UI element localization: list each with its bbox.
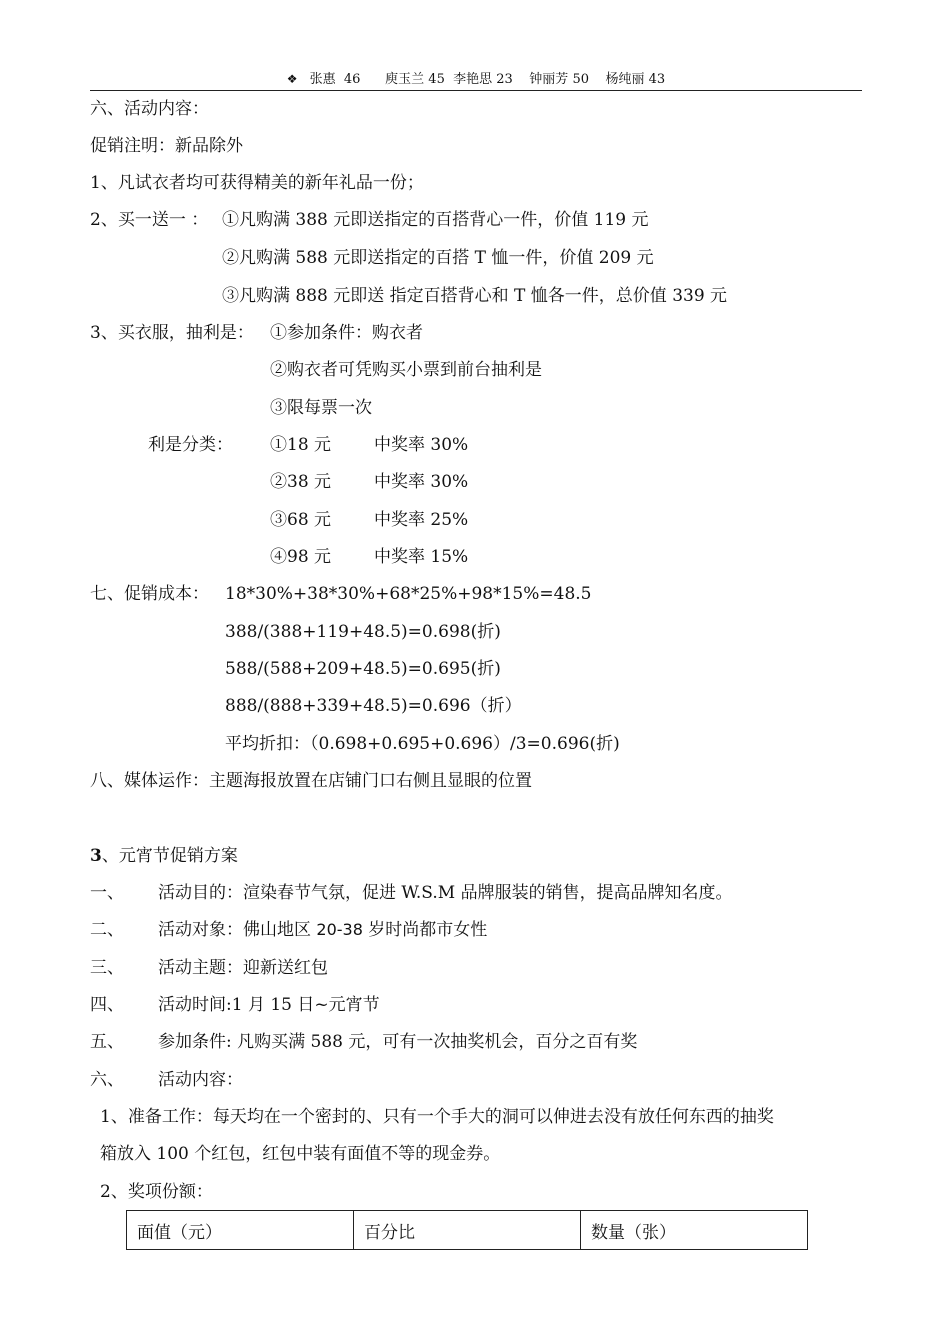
audience-age-range: 20-38	[316, 920, 363, 939]
plan3-item-num: 二、	[90, 920, 124, 940]
audience-prefix: 活动对象：佛山地区	[158, 920, 317, 940]
plan3-item-text: 活动目的：渲染春节气氛，促进 W.S.M 品牌服装的销售，提高品牌知名度。	[158, 883, 733, 903]
award-share-label: 2、奖项份额：	[100, 1182, 213, 1202]
prize-rate: 中奖率 30%	[374, 472, 469, 492]
audience-suffix: 岁时尚都市女性	[362, 920, 488, 940]
prep-work-line1: 1、准备工作：每天均在一个密封的、只有一个手大的洞可以伸进去没有放任何东西的抽奖	[100, 1107, 774, 1127]
plan3-item-text: 活动主题：迎新送红包	[158, 958, 328, 978]
prize-rate: 中奖率 25%	[374, 510, 469, 530]
item3-condition3: ③限每票一次	[270, 398, 372, 418]
discount-formula-588: 588/(588+209+48.5)=0.695(折)	[225, 659, 501, 679]
prep-work-line2: 箱放入 100 个红包，红包中装有面值不等的现金券。	[100, 1144, 501, 1164]
section8-media: 八、媒体运作：主题海报放置在店铺门口右侧且显眼的位置	[90, 771, 532, 791]
item3-condition1: ①参加条件：购衣者	[270, 323, 423, 343]
item2-option3: ③凡购满 888 元即送 指定百搭背心和 T 恤各一件，总价值 339 元	[222, 286, 728, 306]
diamond-bullet-icon: ❖	[286, 72, 298, 86]
plan3-title-text: 、元宵节促销方案	[101, 846, 238, 866]
prize-amount: ②38 元	[270, 472, 332, 492]
table-header-cell: 数量（张）	[581, 1211, 808, 1250]
plan3-item-text: 活动时间:1 月 15 日~元宵节	[158, 995, 380, 1015]
plan3-number: 3	[90, 846, 102, 866]
plan3-item-text: 活动内容：	[158, 1070, 243, 1090]
item2-option2: ②凡购满 588 元即送指定的百搭 T 恤一件，价值 209 元	[222, 248, 654, 268]
prize-rate: 中奖率 30%	[374, 435, 469, 455]
plan3-item-text	[158, 918, 487, 942]
prize-rate: 中奖率 15%	[374, 547, 469, 567]
item2-option1: ①凡购满 388 元即送指定的百搭背心一件，价值 119 元	[222, 210, 649, 230]
plan3-item-text: 参加条件: 凡购买满 588 元，可有一次抽奖机会，百分之百有奖	[158, 1032, 638, 1052]
discount-formula-888: 888/(888+339+48.5)=0.696（折）	[225, 696, 522, 716]
section6-title: 六、活动内容：	[90, 99, 209, 119]
header-names: 张惠 46 庾玉兰 45 李艳思 23 钟丽芳 50 杨纯丽 43	[309, 72, 666, 87]
average-discount: 平均折扣：（0.698+0.695+0.696）/3=0.696(折)	[225, 734, 620, 754]
cost-formula: 18*30%+38*30%+68*25%+98*15%=48.5	[225, 584, 592, 604]
item3-label: 3、买衣服，抽利是：	[90, 323, 254, 343]
plan3-item-num: 一、	[90, 883, 124, 903]
page-header	[90, 70, 862, 91]
table-header-cell: 面值（元）	[127, 1211, 354, 1250]
promo-note: 促销注明：新品除外	[90, 136, 243, 156]
plan3-item-num: 四、	[90, 995, 124, 1015]
prize-table	[126, 1210, 808, 1250]
prize-category-label: 利是分类：	[148, 435, 233, 455]
table-header-cell: 百分比	[354, 1211, 581, 1250]
discount-formula-388: 388/(388+119+48.5)=0.698(折)	[225, 622, 501, 642]
table-header-row	[127, 1211, 808, 1250]
plan3-item-num: 五、	[90, 1032, 124, 1052]
prize-amount: ③68 元	[270, 510, 332, 530]
section7-label: 七、促销成本：	[90, 584, 209, 604]
plan3-item-num: 六、	[90, 1070, 124, 1090]
item3-condition2: ②购衣者可凭购买小票到前台抽利是	[270, 360, 542, 380]
item1: 1、凡试衣者均可获得精美的新年礼品一份；	[90, 173, 424, 193]
plan3-item-num: 三、	[90, 958, 124, 978]
prize-amount: ④98 元	[270, 547, 332, 567]
plan3-title	[90, 844, 238, 868]
prize-amount: ①18 元	[270, 435, 332, 455]
item2-label: 2、买一送一 ：	[90, 210, 209, 230]
